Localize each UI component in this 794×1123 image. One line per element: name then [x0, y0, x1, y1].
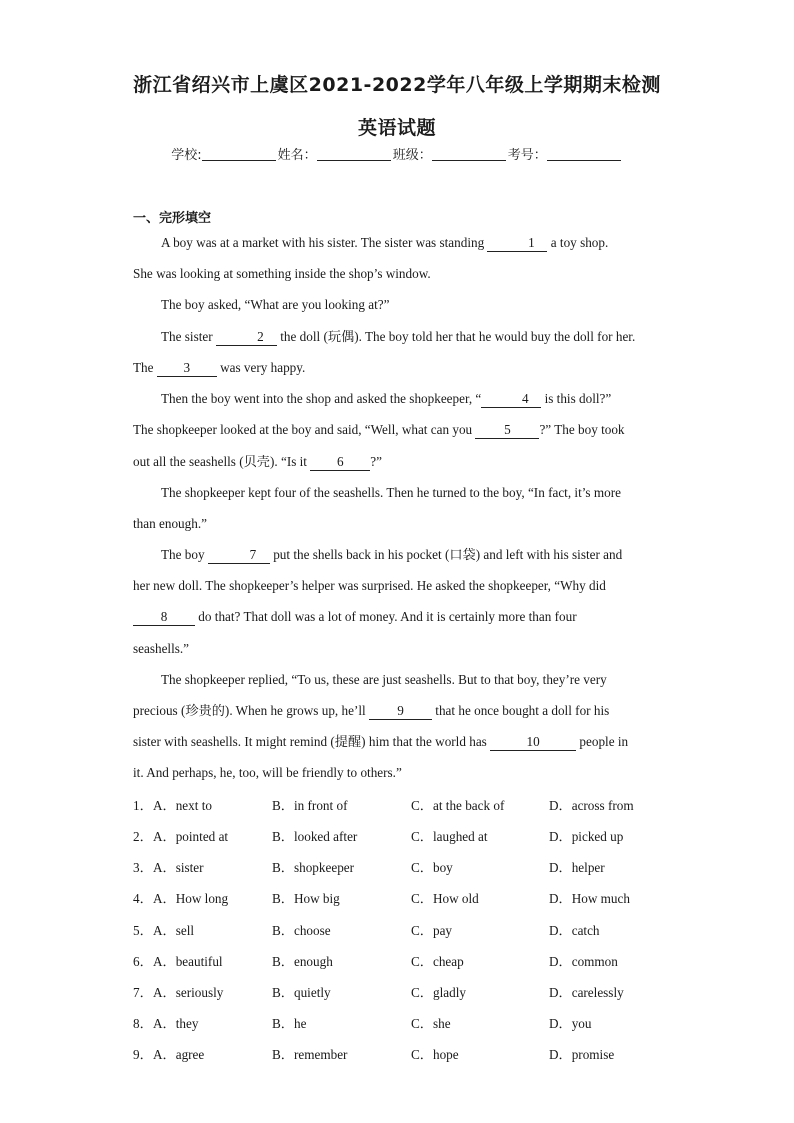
exam-subtitle: 英语试题 [357, 117, 436, 139]
option-d[interactable]: D．How much [549, 891, 630, 906]
option-a[interactable]: A．pointed at [153, 829, 229, 844]
blank-1[interactable]: 1 [487, 236, 547, 252]
option-c[interactable]: C．boy [411, 860, 453, 875]
blank-4[interactable]: 4 [481, 392, 541, 408]
option-c[interactable]: C．pay [411, 923, 453, 938]
option-a[interactable]: A．they [153, 1016, 199, 1031]
option-b[interactable]: B．choose [272, 923, 331, 938]
class-label: 班级： [392, 148, 432, 163]
option-a[interactable]: A．seriously [153, 985, 224, 1000]
option-a[interactable]: A．next to [153, 798, 212, 813]
option-b[interactable]: B．looked after [272, 829, 358, 844]
question-row [133, 888, 693, 908]
question-row [133, 795, 693, 815]
option-c[interactable]: C．she [411, 1016, 451, 1031]
question-number: 4． [133, 891, 153, 906]
name-label: 姓名： [277, 148, 317, 163]
blank-2[interactable]: 2 [216, 330, 277, 346]
passage-line: her new doll. The shopkeeper’s helper was surprised. He asked the shopkeeper, “Why did [133, 578, 606, 593]
option-b[interactable]: B．shopkeeper [272, 860, 355, 875]
option-b[interactable]: B．enough [272, 954, 333, 969]
option-d[interactable]: D．common [549, 954, 618, 969]
option-a[interactable]: A．sister [153, 860, 204, 875]
option-b[interactable]: B．quietly [272, 985, 331, 1000]
option-c[interactable]: C．How old [411, 891, 479, 906]
student-info-line [0, 144, 794, 163]
blank-8[interactable]: 8 [133, 610, 195, 626]
question-row [133, 1013, 693, 1033]
option-d[interactable]: D．you [549, 1016, 592, 1031]
passage-line: out all the seashells (贝壳). “Is it 6 ?” [133, 454, 382, 469]
passage-line: precious (珍贵的). When he grows up, he’ll 9 that he once bought a doll for his [133, 703, 610, 718]
passage-paragraph-7: The shopkeeper replied, “To us, these are just seashells. But to that boy, they’re very [161, 672, 607, 687]
passage-line: The 3 was very happy. [133, 360, 306, 375]
option-d[interactable]: D．across from [549, 798, 634, 813]
question-number: 9． [133, 1047, 153, 1062]
school-blank[interactable] [202, 147, 276, 161]
question-number: 8． [133, 1016, 153, 1031]
passage-line: She was looking at something inside the shop’s window. [133, 266, 431, 281]
question-number: 3． [133, 860, 153, 875]
option-b[interactable]: B．How big [272, 891, 340, 906]
question-row [133, 920, 693, 940]
option-c[interactable]: C．at the back of [411, 798, 505, 813]
question-row [133, 826, 693, 846]
option-d[interactable]: D．carelessly [549, 985, 624, 1000]
option-a[interactable]: A．beautiful [153, 954, 223, 969]
number-blank[interactable] [547, 147, 621, 161]
blank-7[interactable]: 7 [208, 548, 270, 564]
class-blank[interactable] [432, 147, 506, 161]
number-label: 考号： [507, 148, 547, 163]
option-b[interactable]: B．remember [272, 1047, 348, 1062]
option-d[interactable]: D．promise [549, 1047, 615, 1062]
option-c[interactable]: C．gladly [411, 985, 466, 1000]
blank-5[interactable]: 5 [475, 423, 539, 439]
question-number: 2． [133, 829, 153, 844]
option-c[interactable]: C．laughed at [411, 829, 488, 844]
passage-paragraph-2: The boy asked, “What are you looking at?” [161, 297, 390, 312]
passage-paragraph-5: The shopkeeper kept four of the seashells. Then he turned to the boy, “In fact, it’s more [161, 485, 621, 500]
passage-paragraph-6: The boy 7 put the shells back in his pocket (口袋) and left with his sister and [161, 547, 623, 562]
passage-line: 8 do that? That doll was a lot of money. And it is certainly more than four [133, 601, 663, 632]
option-a[interactable]: A．sell [153, 923, 195, 938]
question-number: 6． [133, 954, 153, 969]
blank-10[interactable]: 10 [490, 735, 576, 751]
question-row [133, 951, 693, 971]
blank-3[interactable]: 3 [157, 361, 217, 377]
option-a[interactable]: A．agree [153, 1047, 205, 1062]
passage-line: than enough.” [133, 516, 207, 531]
passage-paragraph-3: The sister 2 the doll (玩偶). The boy told her that he would buy the doll for her. [161, 329, 636, 344]
passage-paragraph-1: A boy was at a market with his sister. The sister was standing 1 a toy shop. [161, 235, 609, 250]
name-blank[interactable] [317, 147, 391, 161]
passage-line: seashells.” [133, 641, 190, 656]
option-c[interactable]: C．hope [411, 1047, 459, 1062]
blank-9[interactable]: 9 [369, 704, 432, 720]
question-number: 7． [133, 985, 153, 1000]
option-b[interactable]: B．he [272, 1016, 307, 1031]
section-title: 一、完形填空 [133, 211, 212, 226]
exam-title: 浙江省绍兴市上虞区2021-2022学年八年级上学期期末检测 [133, 74, 661, 96]
question-row [133, 982, 693, 1002]
question-row [133, 1044, 693, 1064]
question-number: 5． [133, 923, 153, 938]
option-c[interactable]: C．cheap [411, 954, 464, 969]
option-d[interactable]: D．picked up [549, 829, 624, 844]
passage-line: The shopkeeper looked at the boy and said, “Well, what can you 5 ?” The boy took [133, 422, 625, 437]
blank-6[interactable]: 6 [310, 455, 370, 471]
question-row [133, 857, 693, 877]
question-number: 1． [133, 798, 153, 813]
option-d[interactable]: D．catch [549, 923, 600, 938]
passage-line: it. And perhaps, he, too, will be friendly to others.” [133, 765, 402, 780]
school-label: 学校: [171, 148, 202, 163]
passage-paragraph-4: Then the boy went into the shop and asked the shopkeeper, “ 4 is this doll?” [161, 391, 612, 406]
option-a[interactable]: A．How long [153, 891, 229, 906]
option-b[interactable]: B．in front of [272, 798, 348, 813]
option-d[interactable]: D．helper [549, 860, 605, 875]
passage-line: sister with seashells. It might remind (提醒) him that the world has 10 people in [133, 734, 629, 749]
